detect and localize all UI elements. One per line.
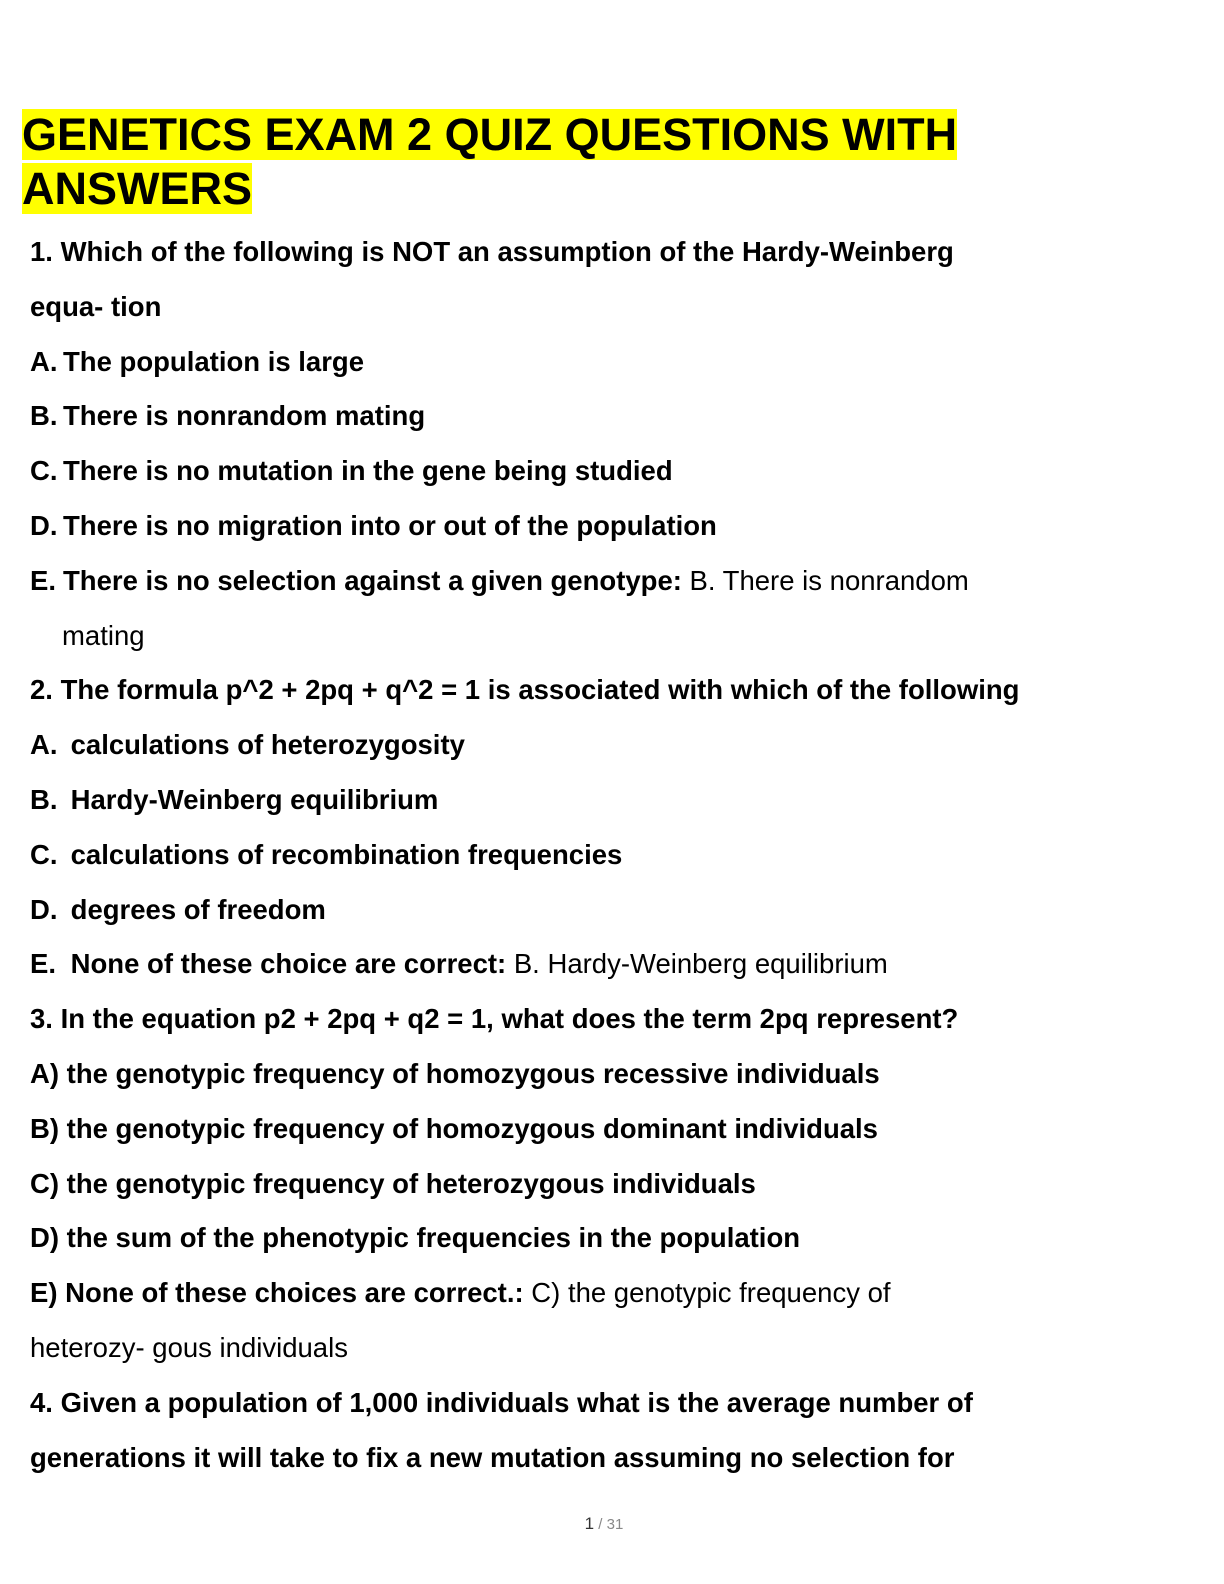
question-3 [30, 992, 1190, 1047]
option-text: There is no selection against a given genotype: [63, 564, 682, 596]
option-2e [30, 937, 1190, 992]
option-3a [30, 1047, 1190, 1102]
option-1a [30, 335, 1190, 390]
option-text: The population is large [63, 345, 364, 377]
option-mark: B. [30, 783, 58, 815]
title-highlight: GENETICS EXAM 2 QUIZ QUESTIONS WITH ANSWERS [22, 109, 958, 214]
option-mark: E. [30, 564, 56, 596]
option-text: Hardy-Weinberg equilibrium [70, 783, 439, 815]
option-1b [30, 389, 1190, 444]
option-mark: E. [30, 948, 56, 980]
question-text: The formula p^2 + 2pq + q^2 = 1 is associated with which of the following [60, 674, 1020, 706]
option-text: the genotypic frequency of homozygous dominant individuals [66, 1112, 878, 1144]
option-mark: A. [30, 729, 58, 761]
option-text: There is no mutation in the gene being studied [63, 455, 673, 487]
option-text: There is nonrandom mating [63, 400, 426, 432]
question-number: 1. [30, 236, 53, 267]
option-3d [30, 1211, 1190, 1266]
answer-text: C) the genotypic frequency of [531, 1277, 891, 1309]
option-text: calculations of heterozygosity [70, 729, 465, 761]
current-page: 1 [584, 1514, 595, 1533]
option-1d [30, 499, 1190, 554]
question-1 [30, 225, 1190, 280]
option-mark: C. [30, 455, 58, 487]
option-3b [30, 1102, 1190, 1157]
question-4 [30, 1376, 1190, 1431]
option-text: calculations of recombination frequencies [70, 838, 623, 870]
option-text: None of these choices are correct.: [65, 1277, 524, 1309]
option-text: the genotypic frequency of heterozygous individuals [66, 1167, 756, 1199]
question-number: 2. [30, 674, 53, 706]
total-pages: / 31 [598, 1516, 624, 1533]
question-text: Which of the following is NOT an assumption of the Hardy-Weinberg [60, 236, 954, 267]
answer-1-continued [30, 609, 1190, 664]
option-mark: C) [30, 1167, 60, 1199]
option-text: degrees of freedom [70, 893, 326, 925]
option-3c [30, 1157, 1190, 1212]
option-2a [30, 718, 1190, 773]
option-mark: E) [30, 1277, 58, 1309]
option-1e [30, 554, 1190, 609]
option-2b [30, 773, 1190, 828]
option-2d [30, 883, 1190, 938]
option-mark: D) [30, 1222, 60, 1254]
option-1c [30, 444, 1190, 499]
document-title [22, 108, 1032, 216]
question-text: equa- tion [30, 290, 162, 322]
question-text: generations it will take to fix a new mutation assuming no selection for [30, 1441, 955, 1473]
question-4-continued [30, 1431, 1190, 1486]
answer-3-continued [30, 1321, 1190, 1376]
question-1-continued [30, 280, 1190, 335]
option-mark: B) [30, 1112, 60, 1144]
option-mark: D. [30, 893, 58, 925]
option-mark: A) [30, 1057, 60, 1089]
option-text: the genotypic frequency of homozygous recessive individuals [66, 1057, 880, 1089]
question-number: 3. [30, 1003, 53, 1035]
answer-text: mating [62, 619, 145, 651]
document-body [30, 225, 1190, 1485]
option-text: the sum of the phenotypic frequencies in the population [66, 1222, 801, 1254]
answer-text: B. Hardy-Weinberg equilibrium [513, 948, 888, 980]
question-text: Given a population of 1,000 individuals what is the average number of [60, 1386, 973, 1418]
option-text: None of these choice are correct: [70, 948, 507, 980]
question-number: 4. [30, 1386, 53, 1418]
option-mark: B. [30, 400, 58, 432]
answer-text: B. There is nonrandom [689, 564, 969, 596]
answer-text: heterozy- gous individuals [30, 1331, 348, 1363]
option-mark: D. [30, 509, 58, 541]
option-2c [30, 828, 1190, 883]
question-text: In the equation p2 + 2pq + q2 = 1, what does the term 2pq represent? [60, 1003, 959, 1035]
option-text: There is no migration into or out of the population [63, 509, 717, 541]
page-indicator [0, 1514, 1208, 1534]
option-mark: A. [30, 345, 58, 377]
option-3e [30, 1266, 1190, 1321]
question-2 [30, 663, 1190, 718]
option-mark: C. [30, 838, 58, 870]
